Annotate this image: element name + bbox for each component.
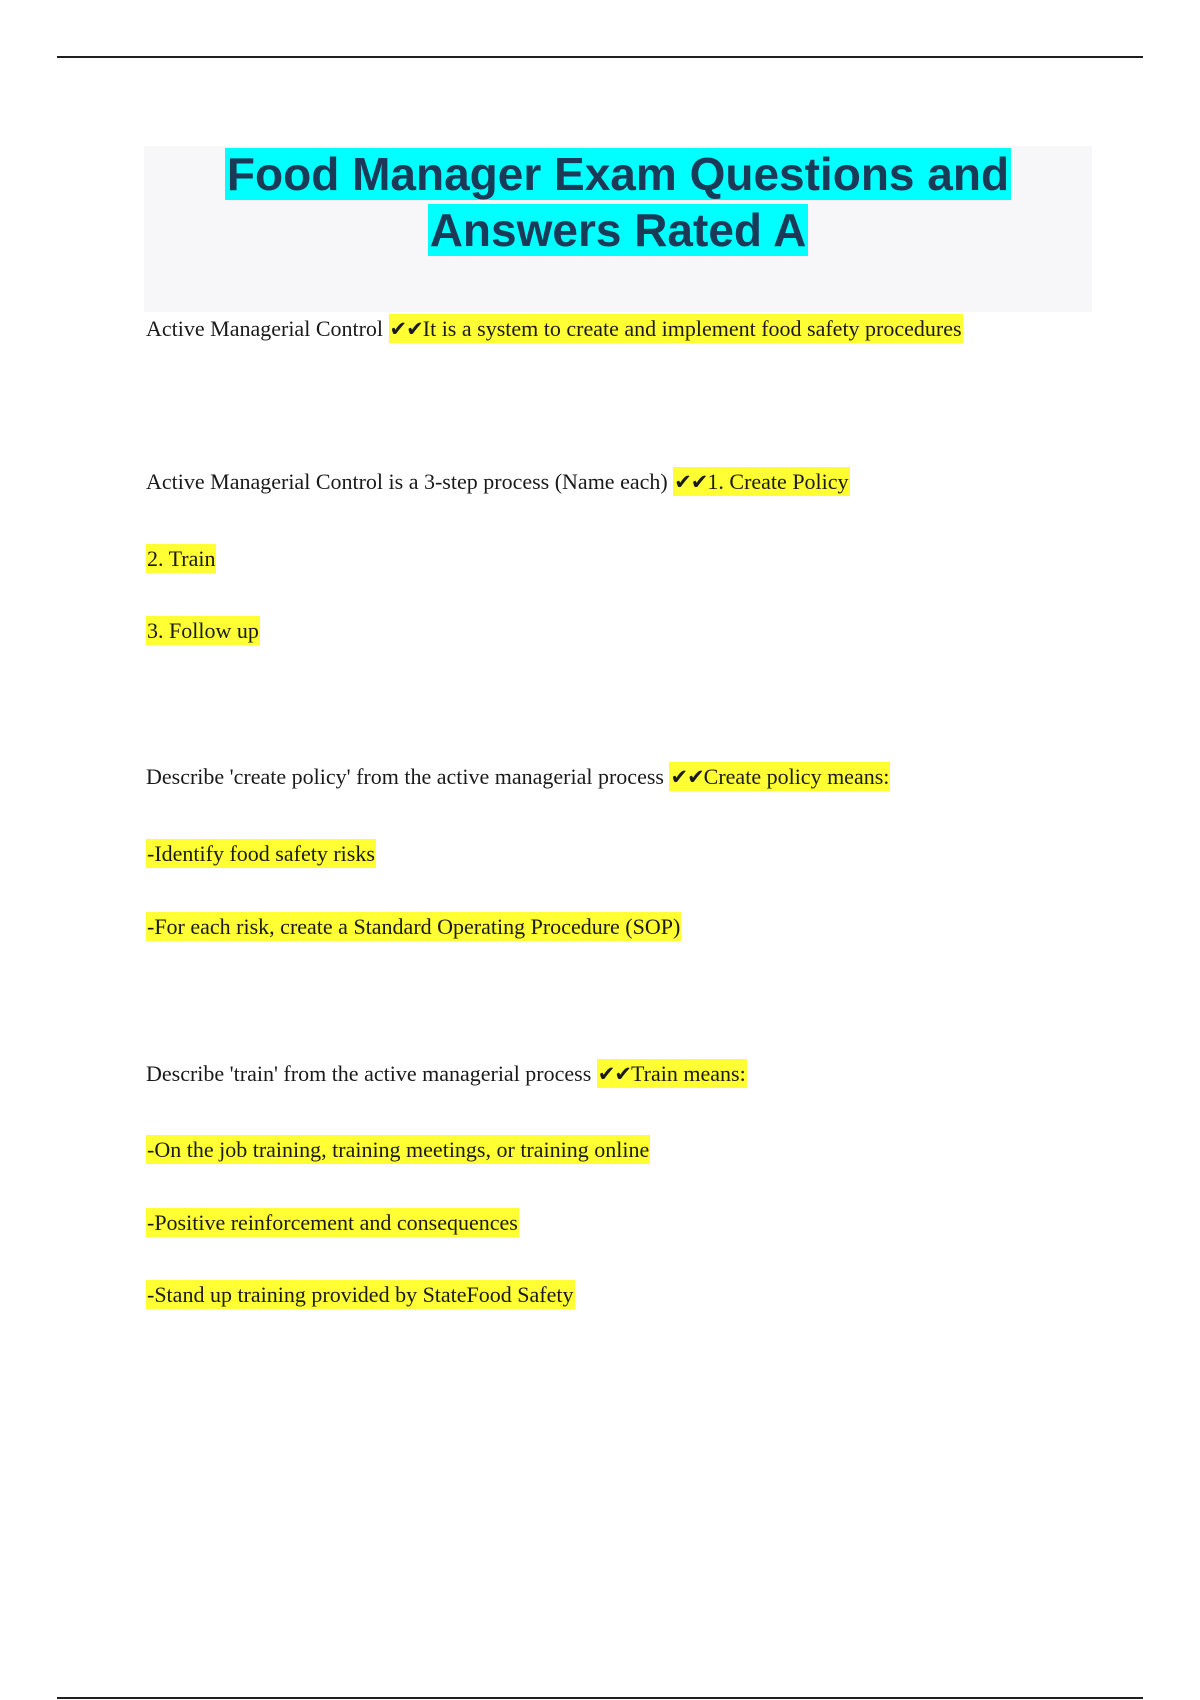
question-text: Active Managerial Control bbox=[146, 316, 384, 341]
answer-continuation bbox=[146, 913, 681, 941]
double-check-icon: ✔✔ bbox=[597, 1062, 631, 1086]
answer-line-text: -Identify food safety risks bbox=[147, 841, 375, 866]
qa-item-2 bbox=[146, 468, 850, 496]
answer-line-text: -Positive reinforcement and consequences bbox=[147, 1210, 518, 1235]
answer-highlight bbox=[669, 762, 890, 791]
answer-continuation bbox=[146, 1281, 575, 1309]
answer-continuation bbox=[146, 617, 260, 645]
answer-continuation bbox=[146, 840, 376, 868]
question-text: Describe 'create policy' from the active managerial process bbox=[146, 764, 664, 789]
double-check-icon: ✔✔ bbox=[674, 470, 708, 494]
answer-line-text: -On the job training, training meetings, or training online bbox=[147, 1137, 650, 1162]
header-rule bbox=[57, 56, 1143, 58]
answer-highlight bbox=[673, 467, 849, 496]
document-title bbox=[144, 146, 1092, 258]
double-check-icon: ✔✔ bbox=[670, 765, 704, 789]
answer-highlight bbox=[597, 1059, 747, 1088]
double-check-icon: ✔✔ bbox=[389, 317, 423, 341]
question-text: Describe 'train' from the active managerial process bbox=[146, 1061, 592, 1086]
answer-line-text: -Stand up training provided by StateFood Safety bbox=[147, 1282, 574, 1307]
answer-text: 1. Create Policy bbox=[707, 469, 849, 494]
answer-highlight bbox=[389, 314, 963, 343]
title-line-1: Food Manager Exam Questions and bbox=[226, 148, 1010, 200]
answer-line-text: 3. Follow up bbox=[147, 618, 259, 643]
qa-item-1 bbox=[146, 315, 963, 343]
title-line-2: Answers Rated A bbox=[429, 204, 807, 256]
answer-text: Create policy means: bbox=[703, 764, 890, 789]
qa-item-3 bbox=[146, 763, 890, 791]
answer-text: Train means: bbox=[631, 1061, 746, 1086]
answer-line-text: 2. Train bbox=[147, 546, 216, 571]
footer-rule bbox=[57, 1697, 1143, 1699]
answer-continuation bbox=[146, 1209, 519, 1237]
qa-item-4 bbox=[146, 1060, 747, 1088]
answer-line-text: -For each risk, create a Standard Operating Procedure (SOP) bbox=[147, 914, 681, 939]
answer-continuation bbox=[146, 1136, 650, 1164]
answer-text: It is a system to create and implement food safety procedures bbox=[422, 316, 962, 341]
title-block bbox=[144, 146, 1092, 312]
answer-continuation bbox=[146, 545, 216, 573]
question-text: Active Managerial Control is a 3-step process (Name each) bbox=[146, 469, 668, 494]
